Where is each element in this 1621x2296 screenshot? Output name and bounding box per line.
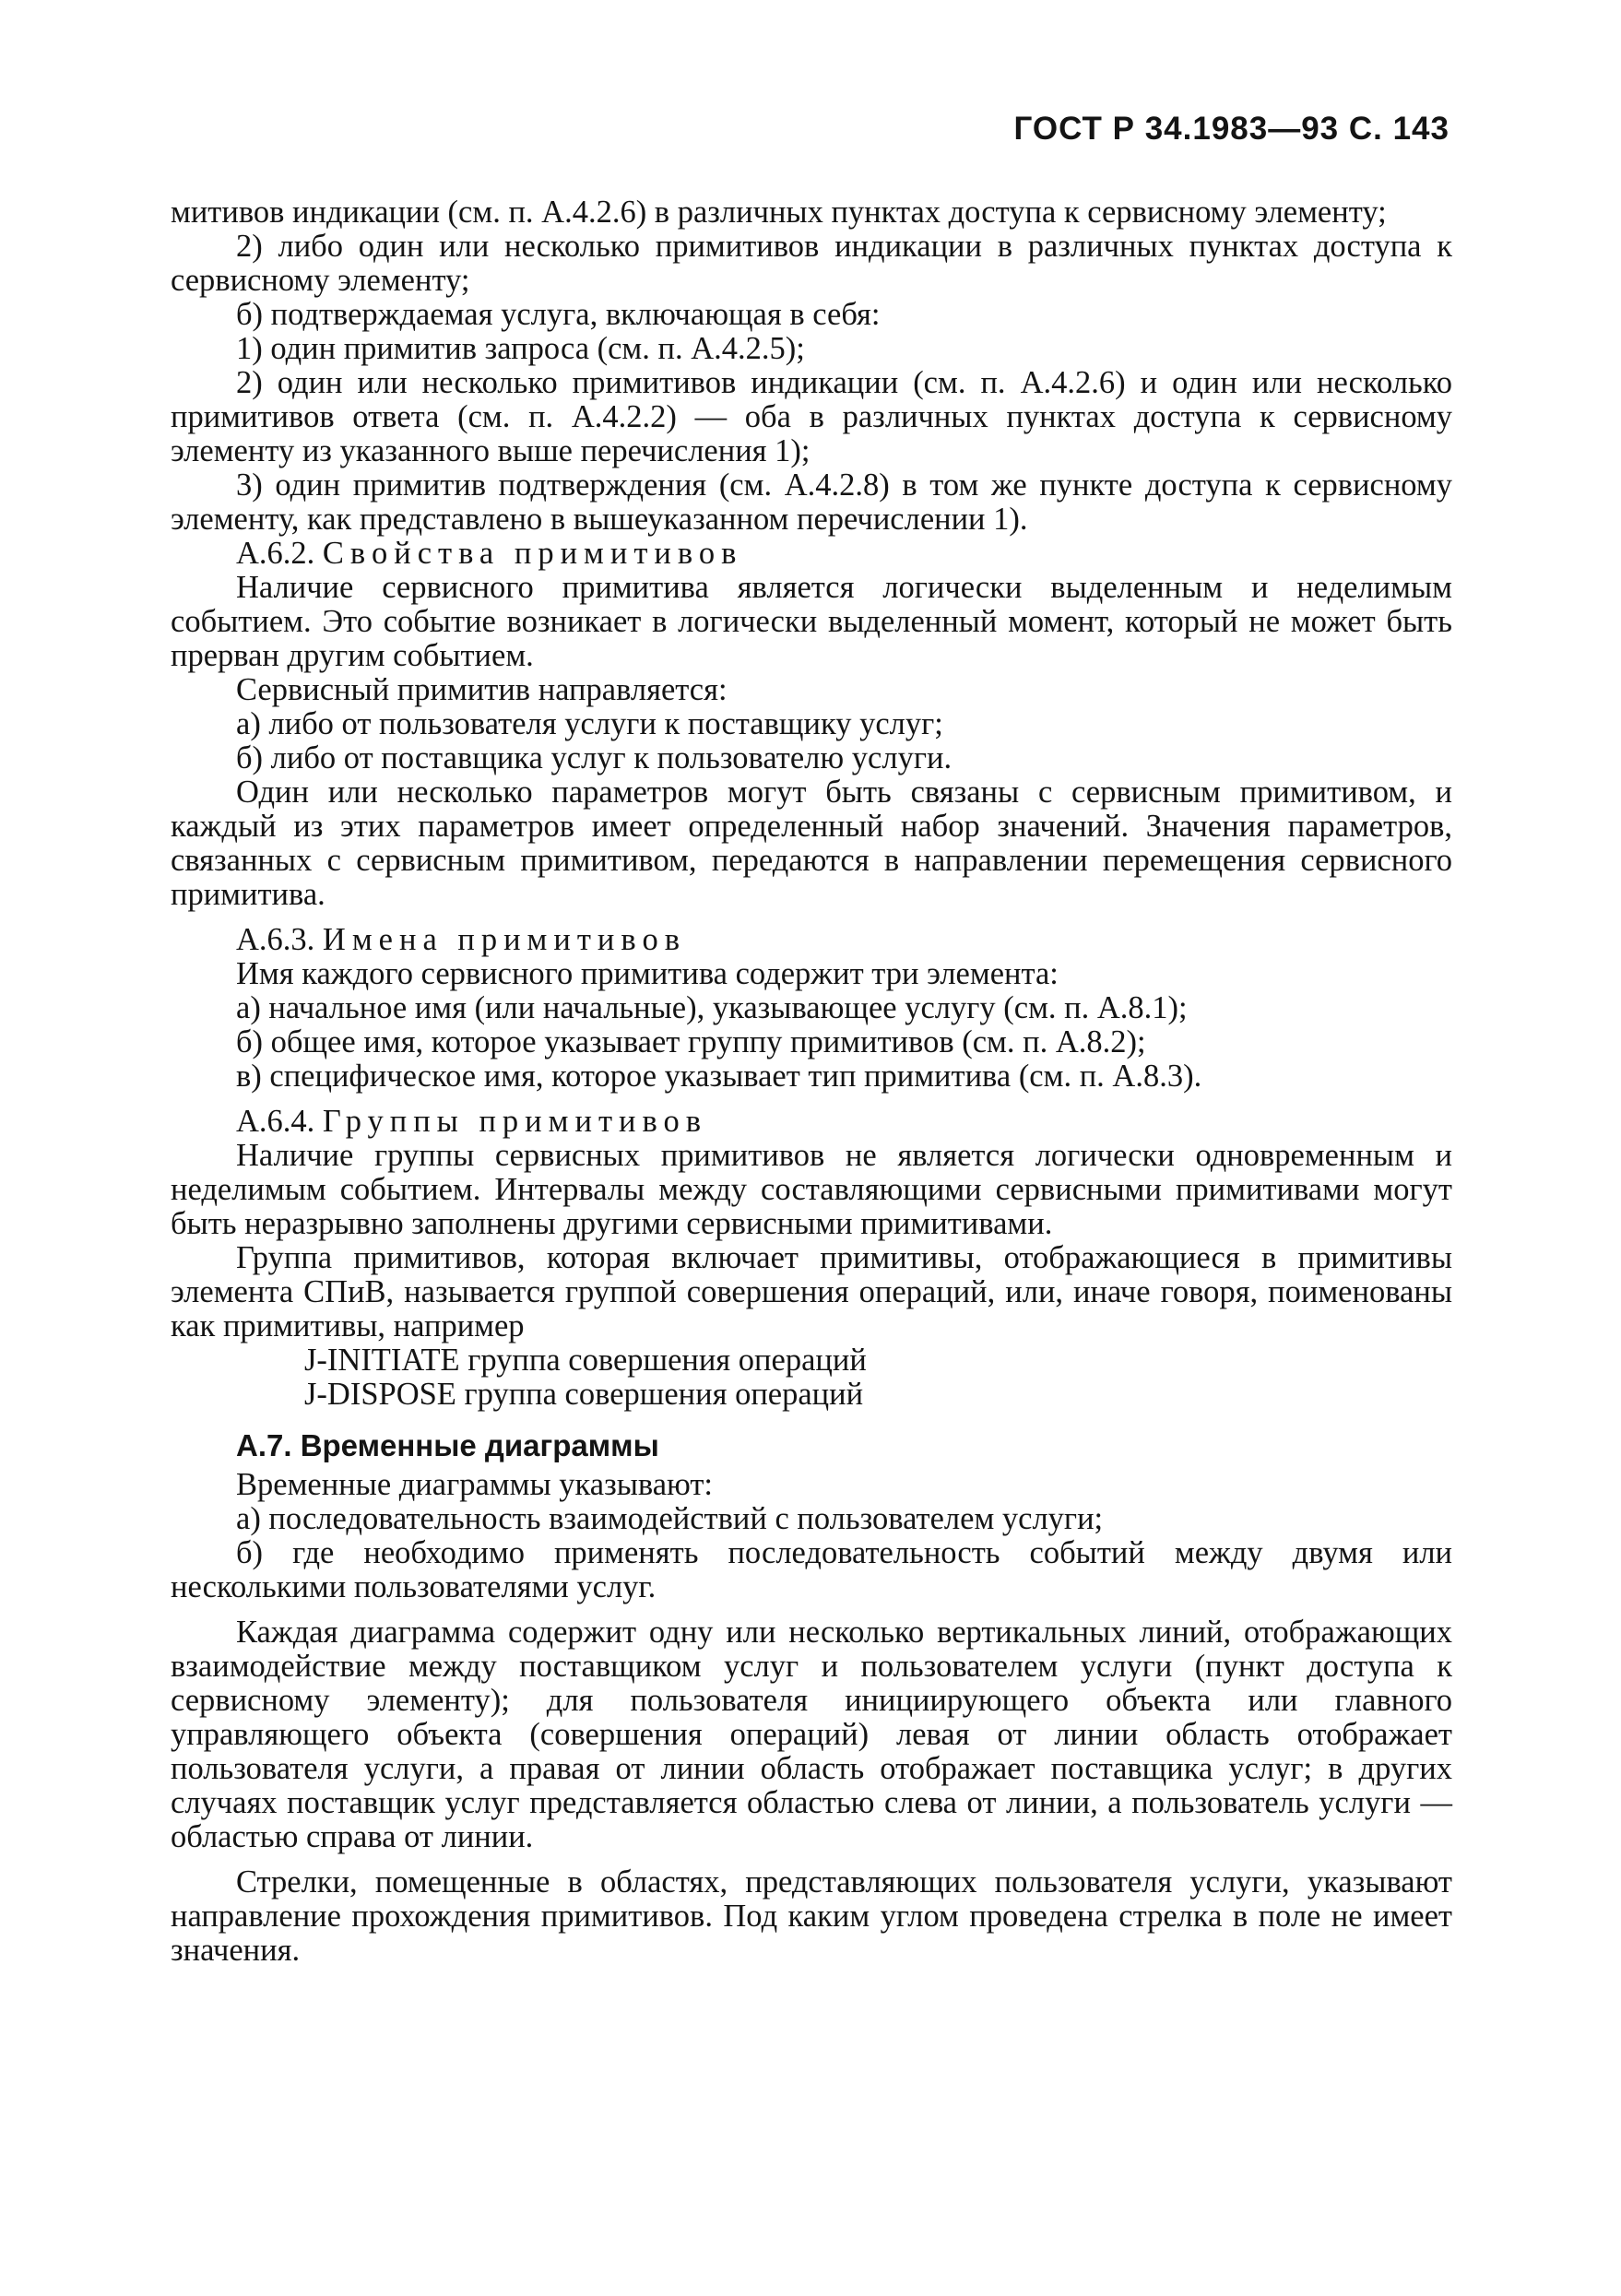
paragraph: в) специфическое имя, которое указывает тип примитива (см. п. А.8.3). [236,1059,1202,1094]
paragraph: б) общее имя, которое указывает группу примитивов (см. п. А.8.2); [236,1024,1146,1059]
paragraph: Временные диаграммы указывают: [236,1467,714,1502]
section-title: А.7. Временные диаграммы [236,1428,659,1462]
example-line: J-DISPOSE группа совершения операций [304,1377,864,1412]
paragraph: Имя каждого сервисного примитива содержит три элемента: [236,956,1059,991]
paragraph: Группа примитивов, которая включает примитивы, отображающиеся в примитивы элемента СПиВ, называется группой совершения операций, или, иначе говоря, поименованы как примитивы, например [171,1240,1452,1343]
paragraph: б) подтверждаемая услуга, включающая в себя: [236,297,881,332]
paragraph: митивов индикации (см. п. А.4.2.6) в различных пунктах доступа к сервисному элементу; [171,195,1387,230]
paragraph: Один или несколько параметров могут быть связаны с сервисным примитивом, и каждый из этих параметров имеет определенный набор значений. Значения параметров, связанных с сервисным примитивом, передаются в направлении перемещения сервисного примитива. [171,775,1452,912]
paragraph: б) либо от поставщика услуг к пользователю услуги. [236,740,952,775]
subsection-title: Имена примитивов [322,922,686,957]
paragraph: а) начальное имя (или начальные), указывающее услугу (см. п. А.8.1); [236,990,1188,1025]
subsection-title: Свойства примитивов [322,536,743,571]
paragraph: б) где необходимо применять последовательность событий между двумя или несколькими пользователями услуг. [171,1535,1452,1604]
paragraph: 2) один или несколько примитивов индикации (см. п. А.4.2.6) и один или несколько примитивов ответа (см. п. А.4.2.2) — оба в различных пунктах доступа к сервисному элементу из указанного выше перечисления 1); [171,365,1452,468]
document-body [171,195,1452,1968]
paragraph: а) последовательность взаимодействий с пользователем услуги; [236,1501,1104,1536]
page-header: ГОСТ Р 34.1983—93 С. 143 [1013,111,1449,147]
subsection-number: А.6.2. [236,536,315,571]
paragraph: 2) либо один или несколько примитивов индикации в различных пунктах доступа к сервисному элементу; [171,229,1452,298]
subsection-heading [171,1105,1452,1139]
subsection-number: А.6.3. [236,922,315,957]
example-line: J-INITIATE группа совершения операций [304,1343,867,1378]
paragraph: Наличие сервисного примитива является логически выделенным и неделимым событием. Это событие возникает в логически выделенный момент, который не может быть прерван другим событием. [171,570,1452,673]
paragraph: 3) один примитив подтверждения (см. А.4.2.8) в том же пункте доступа к сервисному элементу, как представлено в вышеуказанном перечислении 1). [171,467,1452,537]
subsection-heading [171,537,1452,571]
paragraph: Наличие группы сервисных примитивов не является логически одновременным и неделимым событием. Интервалы между составляющими сервисными примитивами могут быть неразрывно заполнены другими сервисными примитивами. [171,1138,1452,1241]
paragraph: Стрелки, помещенные в областях, представляющих пользователя услуги, указывают направление прохождения примитивов. Под каким углом проведена стрелка в поле не имеет значения. [171,1864,1452,1968]
subsection-title: Группы примитивов [322,1104,708,1139]
subsection-number: А.6.4. [236,1104,315,1139]
paragraph: 1) один примитив запроса (см. п. А.4.2.5); [236,331,805,366]
paragraph: Каждая диаграмма содержит одну или несколько вертикальных линий, отображающих взаимодействие между поставщиком услуг и пользователем услуги (пункт доступа к сервисному элементу); для пользователя инициирующего объекта или главного управляющего объекта (совершения операций) левая от линии область отображает пользователя услуги, а правая от линии область отображает поставщика услуг; в других случаях поставщик услуг представляется областью слева от линии, а пользователь услуги — областью справа от линии. [171,1615,1452,1854]
paragraph: а) либо от пользователя услуги к поставщику услуг; [236,706,943,741]
subsection-heading [171,923,1452,957]
paragraph: Сервисный примитив направляется: [236,672,728,707]
